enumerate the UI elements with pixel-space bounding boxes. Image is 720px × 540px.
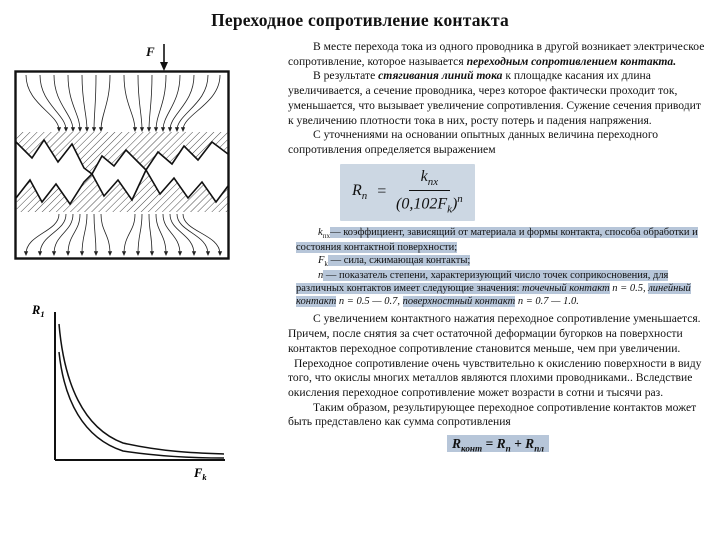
text-run: к площадке касания их длина увеличивается, а сечение проводника, через которое фактически проходит ток, уменьшается, что вызывает увеличение сопротивления. Сужение сечения приводит к увеличению плотности тока в них, росту потерь и падения напряжения. [288,69,701,127]
formula-r-sub: п [361,189,368,202]
line-contact-value: n = 0.5 — 0.7, [336,296,403,308]
page-title: Переходное сопротивление контакта [211,10,509,30]
transition-resistance-formula [340,164,475,222]
text-run: В результате [313,69,379,83]
surface-contact-value: n = 0.7 — 1.0. [515,296,579,308]
text-run: С увеличением контактного нажатия переходное сопротивление уменьшается. Причем, после снятия за счет остаточной деформации бугорков на поверхности контактов переходное сопротивление становится меньше, чем при увеличении. [288,312,701,355]
paragraph-oxidation [288,357,708,401]
paragraph-constriction [288,69,708,128]
formula-r: R [352,181,362,199]
symbol-n: n [318,270,324,282]
y-axis-label: $R_1$ [32,303,45,319]
definition-n-text: — показатель степени, характеризующий число точек соприкосновения, для различных контактов имеет следующие значения: [296,270,669,295]
text-run: С уточнениями на основании опытных данных величина переходного сопротивления определяется выражением [288,128,659,157]
text-run: Переходное сопротивление очень чувствительно к окислению поверхности в виду того, что окислы многих металлов являются плохими проводниками.. Вследствие окисления переходное сопротивление может возрасти в сотни и тысячи раз. [288,356,702,399]
definition-f-text: — сила, сжимающая контакты; [327,255,471,267]
definition-f: $F_k$ — сила, сжимающая контакты; [318,255,471,269]
formula-numerator: $k_{пх}$ [409,168,450,192]
upper-curve [59,324,224,454]
resistance-vs-force-graph [28,298,228,483]
definition-k: $k_{пх}—$ коэффициент, зависящий от материала и формы контакта, способа обработки и состояния контактной поверхности; [296,227,698,254]
formula-equals: = [376,182,388,200]
paragraph-intro [288,40,708,69]
total-resistance-formula [288,435,708,455]
contact-diagram-svg [14,70,230,260]
content-column [288,40,708,455]
formula-lhs [352,181,367,204]
paragraph-conclusion [288,401,708,430]
definition-n [296,269,708,308]
text-run: Таким образом, результирующее переходное сопротивление контактов может быть представлено как сумма сопротивления [288,400,697,429]
symbol-f: F [318,255,325,267]
contact-cross-section-figure [14,70,230,260]
formula-denominator: $(0,102F_k)^n$ [396,193,463,216]
force-label: F [146,44,155,59]
definition-k-text: — коэффициент, зависящий от материала и формы контакта, способа обработки и состояния контактной поверхности; [296,227,698,254]
point-contact-value: n = 0.5, [609,283,649,295]
text-run: В месте перехода тока из одного проводника в другой возникает электрическое сопротивление, которое называется [288,40,705,68]
formula-fraction [396,168,463,217]
force-arrow-icon [158,44,170,71]
line-contact-label: линейный контакт [296,283,691,308]
term-current-line-constriction: стягивания линий тока [378,69,503,83]
term-transition-resistance: переходным сопротивлением контакта. [466,54,677,68]
paragraph-pressure-effect [288,312,708,356]
lower-curve [59,352,224,458]
symbol-definitions [288,226,708,308]
symbol-k: k [318,227,323,239]
x-axis-label: $F_k$ [194,466,207,482]
total-resistance-expression: $R_{конт} = R_п + R_{пл}$ [447,435,549,452]
paragraph-formula-lead [288,128,708,157]
graph-svg [28,298,228,483]
point-contact-label: точечный контакт [522,283,610,295]
surface-contact-label: поверхностный контакт [402,296,516,308]
